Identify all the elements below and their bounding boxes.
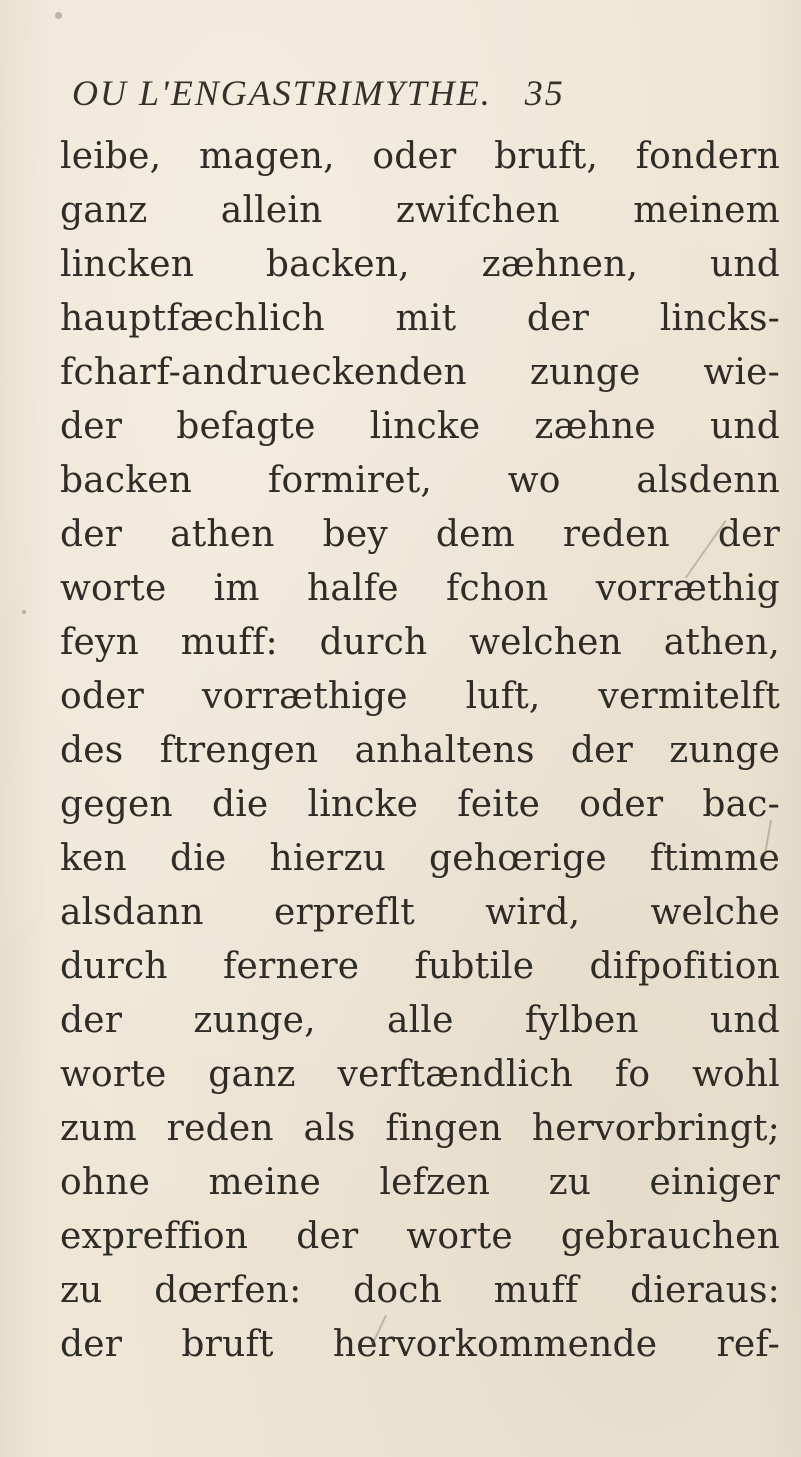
text-line: ken die hierzu gehœrige ftimme [60, 838, 780, 879]
paper-spot [22, 610, 26, 614]
text-line: der zunge, alle fylben und [60, 1000, 780, 1041]
text-line: worte im halfe fchon vorræthig [60, 568, 780, 609]
running-head [72, 72, 632, 114]
text-line: durch fernere fubtile difpofition [60, 946, 780, 987]
text-line: zu dœrfen: doch muff dieraus: [60, 1270, 780, 1311]
running-head-title: OU L'ENGASTRIMYTHE. [72, 73, 492, 113]
text-line: fcharf-andrueckenden zunge wie- [60, 352, 780, 393]
page-number: 35 [524, 73, 565, 113]
text-line: worte ganz verftændlich fo wohl [60, 1054, 780, 1095]
text-line: des ftrengen anhaltens der zunge [60, 730, 780, 771]
text-line: gegen die lincke feite oder bac- [60, 784, 780, 825]
text-line: hauptfæchlich mit der lincks- [60, 298, 780, 339]
paper-spot [55, 12, 62, 19]
text-line: feyn muff: durch welchen athen, [60, 622, 780, 663]
text-line: ganz allein zwifchen meinem [60, 190, 780, 231]
text-line: expreffion der worte gebrauchen [60, 1216, 780, 1257]
text-line: oder vorræthige luft, vermitelft [60, 676, 780, 717]
text-line: lincken backen, zæhnen, und [60, 244, 780, 285]
text-line: der athen bey dem reden der [60, 514, 780, 555]
text-line: der befagte lincke zæhne und [60, 406, 780, 447]
text-line: zum reden als fingen hervorbringt; [60, 1108, 780, 1149]
text-line: ohne meine lefzen zu einiger [60, 1162, 780, 1203]
body-text [60, 130, 780, 1372]
text-line: alsdann erpreflt wird, welche [60, 892, 780, 933]
text-line: der bruft hervorkommende ref- [60, 1324, 780, 1365]
text-line: backen formiret, wo alsdenn [60, 460, 780, 501]
text-line: leibe, magen, oder bruft, fondern [60, 136, 780, 177]
